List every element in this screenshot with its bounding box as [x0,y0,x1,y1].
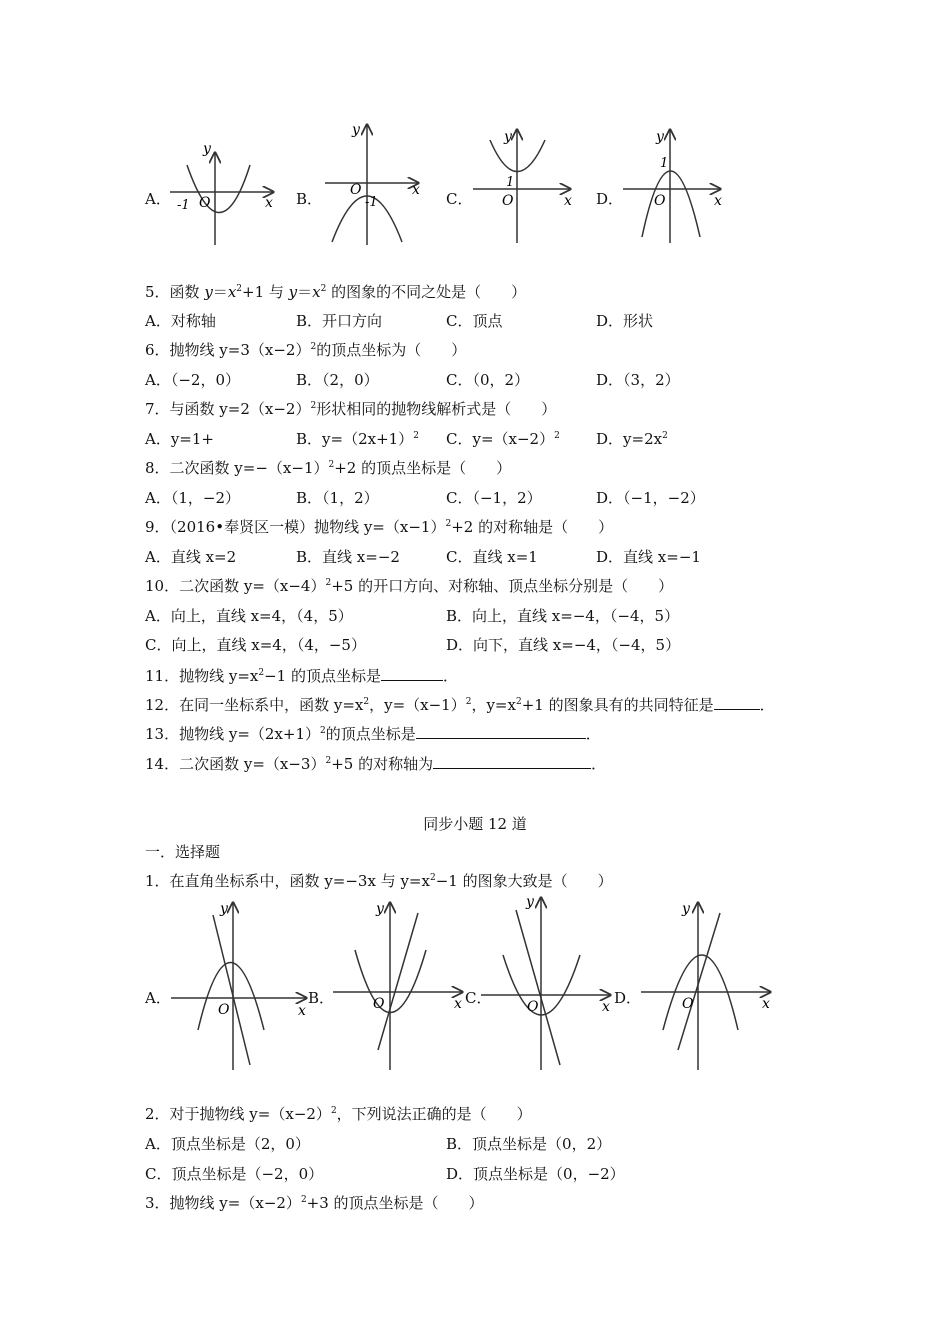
y-label: y [220,901,228,917]
q8-option-a[interactable]: A．（1，−2） [145,489,240,507]
superscript: 2 [320,726,326,736]
s3-text: +3 的顶点坐标是（ ） [306,1194,484,1212]
q12-text: +1 的图象具有的共同特征是 [521,696,714,714]
q13-stem [145,723,601,744]
q14-text: +5 的对称轴为 [331,755,434,773]
superscript: 2 [310,401,317,411]
q10-option-c[interactable]: C．向上，直线 x=4，（4，−5） [145,636,366,654]
q8-option-c[interactable]: C．（−1，2） [446,489,542,507]
q8-text: +2 的顶点坐标是（ ） [334,459,512,477]
q6-option-c[interactable]: C．（0，2） [446,371,530,389]
tick-label: 1 [660,156,669,171]
s1-option-a-label[interactable]: A． [145,989,171,1007]
tick-label: -1 [365,195,378,210]
y-label: y [203,141,211,157]
superscript: 2 [429,873,436,883]
q5-text: ＝ [297,283,313,301]
x-label: x [714,193,722,209]
q7-option-c-text: C．y=（x−2） [446,430,555,448]
origin-label: O [350,182,362,198]
q5-text: 的图象的不同之处是（ ） [326,283,527,301]
q5-text: x [312,283,321,301]
q7-option-d[interactable] [596,429,668,449]
superscript: 2 [325,756,332,766]
s1-graph-d [638,895,778,1075]
s1-option-c-label[interactable]: C． [465,989,492,1007]
q14-stem [145,753,606,774]
q7-text: 形状相同的抛物线解析式是（ ） [316,400,557,418]
origin-label: O [218,1002,230,1018]
q7-stem [145,399,556,419]
answer-blank[interactable] [714,694,760,710]
superscript: 2 [236,284,243,294]
superscript: 2 [300,1195,307,1205]
q6-option-b[interactable]: B．（2，0） [296,371,379,389]
q12-stem [145,694,775,715]
s2-text: 2．对于抛物线 y=（x−2） [145,1105,331,1123]
s2-option-a[interactable]: A．顶点坐标是（2，0） [145,1135,310,1153]
q7-option-b-text: B．y=（2x+1） [296,430,414,448]
tick-label: 1 [506,175,515,190]
q12-text: ． [759,696,775,714]
x-label: x [412,182,420,198]
q11-text: 11．抛物线 y=x [145,667,259,685]
y-label: y [376,901,384,917]
section-title: 同步小题 12 道 [423,815,527,833]
s1-graph-a [168,895,313,1075]
q4-option-c-label[interactable]: C． [446,190,473,208]
q8-stem [145,458,511,478]
superscript: 2 [328,460,335,470]
q10-text: +5 的开口方向、对称轴、顶点坐标分别是（ ） [331,577,674,595]
superscript: 2 [662,431,668,441]
superscript: 2 [445,519,452,529]
q7-option-c[interactable] [446,429,560,449]
q4-option-d-label[interactable]: D． [596,190,624,208]
parabola [198,963,264,1031]
s1-text: −1 的图象大致是（ ） [435,872,613,890]
q8-option-d[interactable]: D．（−1，−2） [596,489,705,507]
parabola [642,171,700,237]
superscript: 2 [465,697,472,707]
tick-label: -1 [177,198,190,213]
q10-option-a[interactable]: A．向上，直线 x=4，（4，5） [145,607,353,625]
origin-label: O [527,999,539,1015]
s1-graph-c [478,890,618,1075]
q4-graph-a [165,135,285,250]
s2-option-b[interactable]: B．顶点坐标是（0，2） [446,1135,612,1153]
q10-stem [145,576,673,596]
s3-text: 3．抛物线 y=（x−2） [145,1194,301,1212]
q8-text: 8．二次函数 y=−（x−1） [145,459,329,477]
q9-text: +2 的对称轴是（ ） [451,518,614,536]
q4-option-b-label[interactable]: B． [296,190,323,208]
superscript: 2 [515,697,522,707]
q7-option-b[interactable] [296,429,419,449]
origin-label: O [654,193,666,209]
q9-option-b[interactable]: B．直线 x=−2 [296,548,400,566]
q11-stem [145,665,458,686]
q9-text: 9．（2016•奉贤区一模）抛物线 y=（x−1） [145,518,446,536]
q6-text: 的顶点坐标为（ ） [316,341,467,359]
s1-option-d-label[interactable]: D． [614,989,642,1007]
y-label: y [656,129,664,145]
s2-option-d[interactable]: D．顶点坐标是（0，−2） [446,1165,625,1183]
x-label: x [762,996,770,1012]
q6-option-d[interactable]: D．（3，2） [596,371,680,389]
superscript: 2 [554,431,560,441]
answer-blank[interactable] [381,665,443,681]
superscript: 2 [258,668,265,678]
s1-text: 1．在直角坐标系中，函数 y=−3x 与 y=x [145,872,430,890]
q5-text: 5．函数 [145,283,205,301]
s2-text: ，下列说法正确的是（ ） [336,1105,532,1123]
x-label: x [564,193,572,209]
q4-graph-d [620,125,730,245]
q6-text: 6．抛物线 y=3（x−2） [145,341,311,359]
q4-graph-c [470,125,580,245]
x-label: x [265,195,273,211]
section-heading: 一．选择题 [145,843,221,861]
q10-text: 10．二次函数 y=（x−4） [145,577,326,595]
s1-stem [145,871,613,891]
superscript: 2 [325,578,332,588]
superscript: 2 [330,1106,337,1116]
s3-stem [145,1193,484,1213]
q13-text: 13．抛物线 y=（2x+1） [145,725,321,743]
superscript: 2 [310,342,317,352]
q7-text: 7．与函数 y=2（x−2） [145,400,311,418]
x-label: x [602,999,610,1015]
q14-text: ． [591,755,607,773]
answer-blank[interactable] [433,753,591,769]
origin-label: O [502,193,514,209]
q10-option-d[interactable]: D．向下，直线 x=−4，（−4，5） [446,636,681,654]
q5-option-d[interactable]: D．形状 [596,312,654,330]
superscript: 2 [363,697,370,707]
line-graph [678,913,720,1050]
q4-option-a-label[interactable]: A． [145,190,171,208]
q4-graph-b [320,120,430,250]
y-label: y [352,122,360,138]
q5-option-b[interactable]: B．开口方向 [296,312,383,330]
x-label: x [298,1003,306,1019]
x-label: x [454,996,462,1012]
y-label: y [526,894,534,910]
line-graph [213,915,250,1065]
s1-graph-b [330,895,470,1075]
q12-text: 12．在同一坐标系中，函数 y=x [145,696,364,714]
q5-text: y [204,283,213,301]
superscript: 2 [413,431,419,441]
line-graph [378,913,418,1050]
s2-stem [145,1104,532,1124]
q8-option-b[interactable]: B．（1，2） [296,489,379,507]
q5-text: x [227,283,237,301]
q9-option-a[interactable]: A．直线 x=2 [145,548,237,566]
q12-text: ，y=x [471,696,516,714]
q13-text: 的顶点坐标是 [325,725,416,743]
origin-label: O [682,996,694,1012]
q14-text: 14．二次函数 y=（x−3） [145,755,326,773]
q5-option-a[interactable]: A．对称轴 [145,312,216,330]
q9-stem [145,517,613,537]
line-graph [516,910,560,1065]
origin-label: O [199,195,211,211]
q5-stem [145,282,526,302]
q9-option-c[interactable]: C．直线 x=1 [446,548,538,566]
q10-option-b[interactable]: B．向上，直线 x=−4，（−4，5） [446,607,680,625]
q7-option-d-text: D．y=2x [596,430,663,448]
q11-text: ． [442,667,458,685]
s1-option-b-label[interactable]: B． [308,989,335,1007]
q6-option-a[interactable]: A．（−2，0） [145,371,240,389]
answer-blank[interactable] [416,723,586,739]
parabola [187,165,250,213]
q12-text: ，y=（x−1） [369,696,466,714]
q5-text: ＝ [212,283,228,301]
q5-text: +1 与 [242,283,289,301]
q13-text: ． [585,725,601,743]
origin-label: O [373,996,385,1012]
q5-option-c[interactable]: C．顶点 [446,312,503,330]
y-label: y [504,129,512,145]
q11-text: −1 的顶点坐标是 [264,667,381,685]
q7-option-a[interactable]: A．y=1+ [145,430,214,448]
q5-text: y [288,283,298,301]
q6-stem [145,340,466,360]
y-label: y [682,901,690,917]
q9-option-d[interactable]: D．直线 x=−1 [596,548,701,566]
superscript: 2 [320,284,327,294]
s2-option-c[interactable]: C．顶点坐标是（−2，0） [145,1165,324,1183]
